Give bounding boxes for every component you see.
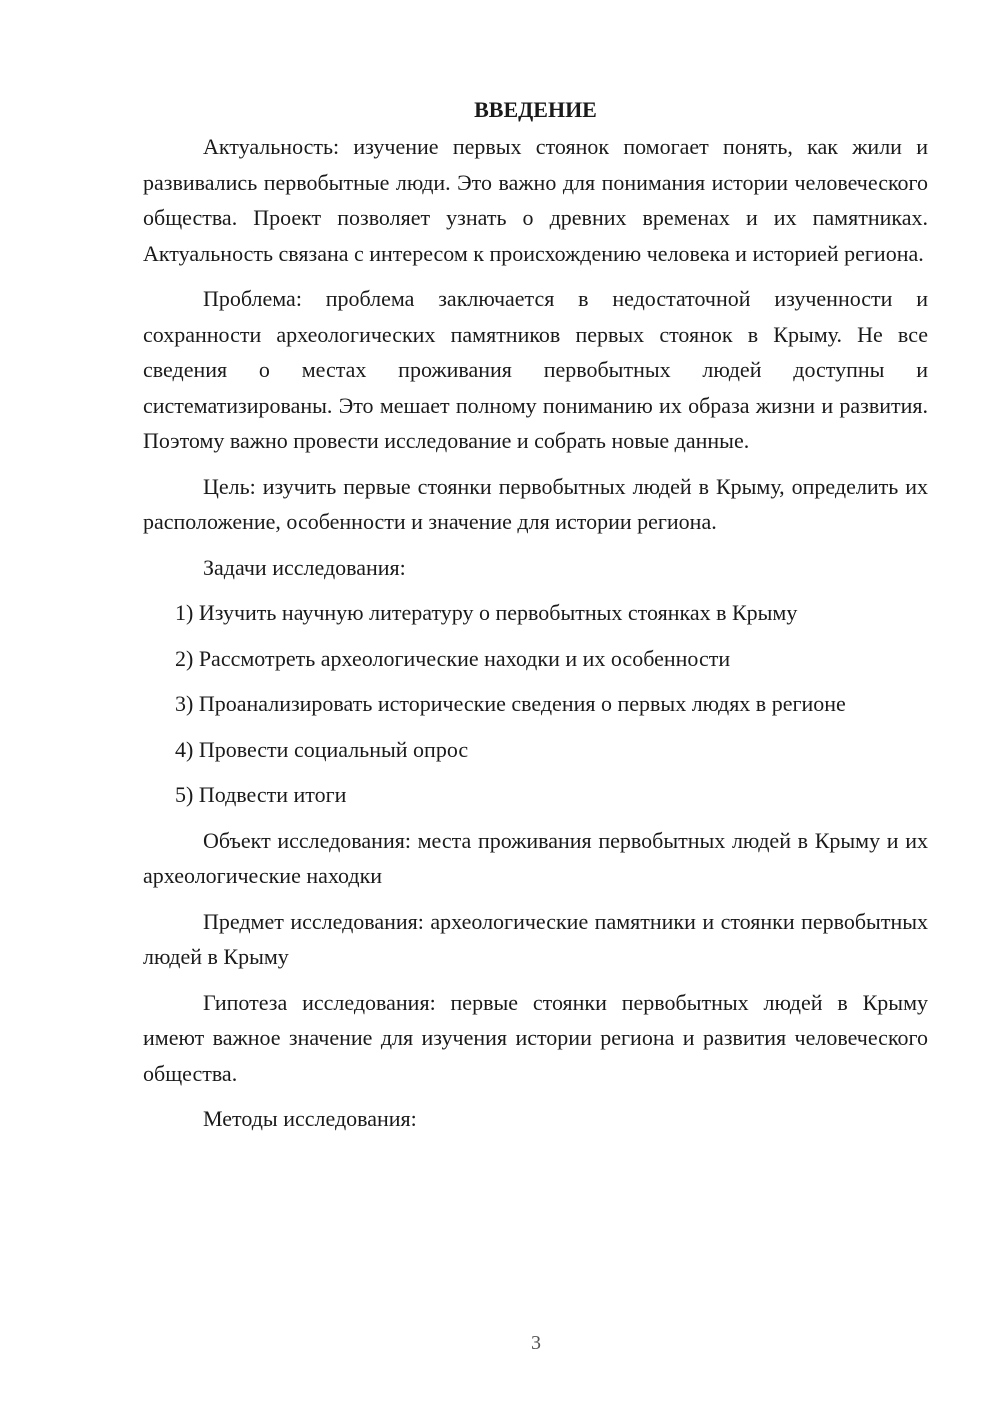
document-page bbox=[143, 92, 928, 1147]
paragraph-goal: Цель: изучить первые стоянки первобытных людей в Крыму, определить их расположение, особенности и значение для истории региона. bbox=[143, 473, 928, 534]
paragraph-problem: Проблема: проблема заключается в недостаточной изученности и сохранности археологических памятников первых стоянок в Крыму. Не все сведения о местах проживания первобытных людей доступны и систематизированы. Это мешает полному пониманию их образа жизни и развития. Поэтому важно провести исследование и собрать новые данные. bbox=[143, 286, 928, 453]
paragraph-relevance: Актуальность: изучение первых стоянок помогает понять, как жили и развивались первобытные люди. Это важно для понимания истории человеческого общества. Проект позволяет узнать о древних временах и их памятниках. Актуальность связана с интересом к происхождению человека и историей региона. bbox=[143, 134, 928, 266]
section-heading: ВВЕДЕНИЕ bbox=[474, 97, 597, 122]
list-item-task-1: 1) Изучить научную литературу о первобытных стоянках в Крыму bbox=[175, 600, 798, 625]
paragraph-subject: Предмет исследования: археологические памятники и стоянки первобытных людей в Крыму bbox=[143, 908, 928, 969]
paragraph-methods: Методы исследования: bbox=[203, 1106, 417, 1131]
paragraph-object: Объект исследования: места проживания первобытных людей в Крыму и их археологические находки bbox=[143, 827, 928, 888]
paragraph-tasks-title: Задачи исследования: bbox=[203, 554, 406, 580]
list-item-task-2: 2) Рассмотреть археологические находки и их особенности bbox=[175, 645, 731, 671]
list-item-task-3: 3) Проанализировать исторические сведения о первых людях в регионе bbox=[175, 691, 846, 716]
page-number: 3 bbox=[531, 1332, 541, 1354]
paragraph-hypothesis: Гипотеза исследования: первые стоянки первобытных людей в Крыму имеют важное значение для изучения истории региона и развития человеческого общества. bbox=[143, 989, 928, 1086]
list-item-task-4: 4) Провести социальный опрос bbox=[175, 736, 469, 762]
list-item-task-5: 5) Подвести итоги bbox=[175, 782, 347, 807]
